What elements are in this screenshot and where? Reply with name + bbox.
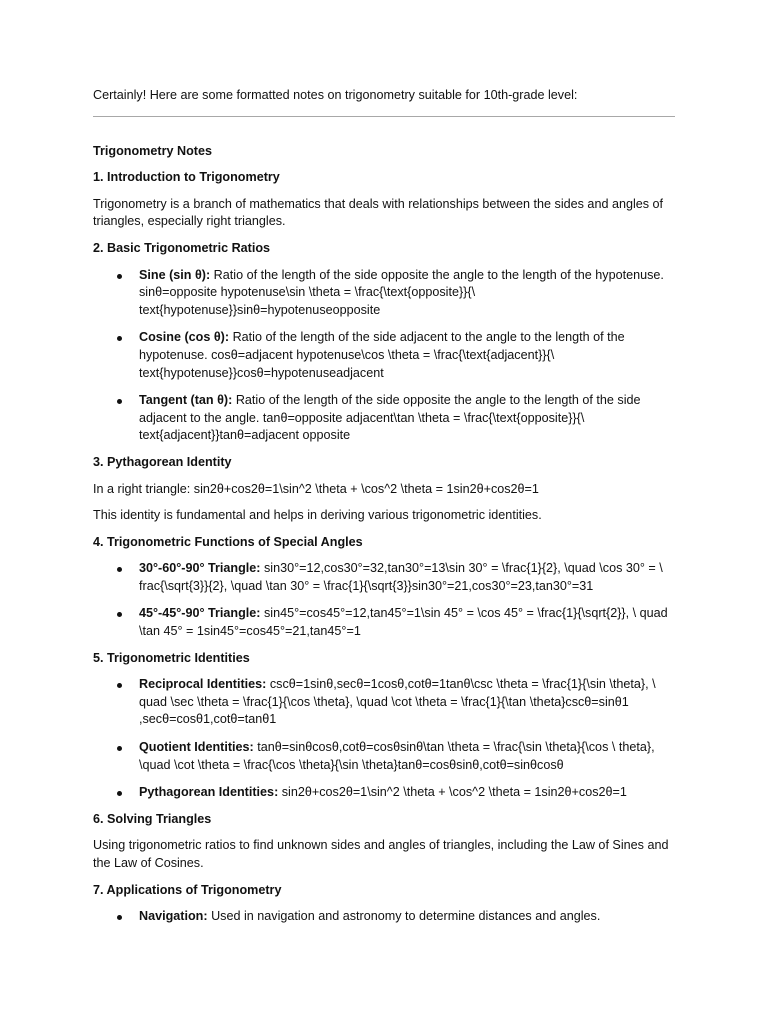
list-item-quotient	[93, 739, 675, 774]
list-item-30-60-90	[93, 560, 675, 595]
section-heading-solving-triangles: 6. Solving Triangles	[93, 811, 212, 826]
section-heading-identities: 5. Trigonometric Identities	[93, 650, 250, 665]
bullet-icon	[117, 612, 122, 617]
section-paragraph: Trigonometry is a branch of mathematics that deals with relationships between the sides and angles of triangles, especially right triangles.	[93, 196, 664, 229]
section-heading-applications: 7. Applications of Trigonometry	[93, 882, 282, 897]
section-paragraph: In a right triangle: sin2θ+cos2θ=1\sin^2 \theta + \cos^2 \theta = 1sin2θ+cos2θ=1	[93, 481, 539, 496]
list-item-sine	[93, 267, 675, 320]
section-heading-basic-ratios: 2. Basic Trigonometric Ratios	[93, 240, 271, 255]
intro-text: Certainly! Here are some formatted notes on trigonometry suitable for 10th-grade level:	[93, 88, 578, 102]
item-text: sin30°=12,cos30°=32,tan30°=13\sin 30° = \frac{1}{2}, \quad \cos 30° = \ frac{\sqrt{3}}{2}, \quad \tan 30° = \frac{1}{\sqrt{3}}sin30°=21,cos30°=23,tan30°=31	[139, 561, 663, 593]
item-term: Sine (sin θ):	[139, 267, 211, 282]
item-term: 45°-45°-90° Triangle:	[139, 606, 261, 621]
identities-list	[93, 676, 675, 802]
section-paragraph: This identity is fundamental and helps in deriving various trigonometric identities.	[93, 508, 542, 523]
item-text: Ratio of the length of the side opposite the angle to the length of the side adjacent to the angle. tanθ=opposite adjacent\tan \theta = \frac{\text{opposite}}{\ text{adjacent}}tanθ=adjacent opposite	[139, 393, 641, 443]
list-item-pythagorean	[93, 784, 675, 802]
item-term: Reciprocal Identities:	[139, 677, 267, 692]
section-paragraph: Using trigonometric ratios to find unknown sides and angles of triangles, including the Law of Sines and the Law of Cosines.	[93, 838, 669, 870]
section-heading-special-angles: 4. Trigonometric Functions of Special Angles	[93, 534, 363, 549]
document-content	[93, 87, 675, 926]
item-text: cscθ=1sinθ,secθ=1cosθ,cotθ=1tanθ\csc \theta = \frac{1}{\sin \theta}, \ quad \sec \theta = \frac{1}{\cos \theta}, \quad \cot \theta = \frac{1}{\tan \theta}cscθ=sinθ1 ,secθ=cosθ1,cotθ=tanθ1	[139, 677, 656, 727]
item-text: sin45°=cos45°=12,tan45°=1\sin 45° = \cos 45° = \frac{1}{\sqrt{2}}, \ quad \tan 45° = 1sin45°=cos45°=21,tan45°=1	[139, 606, 668, 639]
bullet-icon	[117, 567, 122, 572]
item-text: tanθ=sinθcosθ,cotθ=cosθsinθ\tan \theta = \frac{\sin \theta}{\cos \ theta}, \quad \cot \theta = \frac{\cos \theta}{\sin \theta}tanθ=cosθsinθ,cotθ=sinθcosθ	[139, 740, 655, 772]
bullet-icon	[117, 399, 122, 404]
applications-list	[93, 908, 675, 926]
item-text: sin2θ+cos2θ=1\sin^2 \theta + \cos^2 \theta = 1sin2θ+cos2θ=1	[278, 785, 627, 800]
list-item-navigation	[93, 908, 675, 926]
bullet-icon	[117, 336, 122, 341]
section-heading-introduction: 1. Introduction to Trigonometry	[93, 170, 280, 185]
bullet-icon	[117, 683, 122, 688]
section-heading-pythagorean-identity: 3. Pythagorean Identity	[93, 454, 232, 469]
special-angles-list	[93, 560, 675, 640]
list-item-cosine	[93, 329, 675, 382]
bullet-icon	[117, 746, 122, 751]
item-text: Used in navigation and astronomy to determine distances and angles.	[207, 909, 601, 924]
item-term: Pythagorean Identities:	[139, 785, 279, 800]
item-term: Navigation:	[139, 909, 208, 924]
item-text: Ratio of the length of the side opposite the angle to the length of the hypotenuse. sinθ=opposite hypotenuse\sin \theta = \frac{\text{opposite}}{\ text{hypotenuse}}sinθ=hypotenuseopposite	[139, 267, 664, 317]
item-term: Quotient Identities:	[139, 740, 254, 755]
item-term: 30°-60°-90° Triangle:	[139, 561, 261, 576]
basic-ratios-list	[93, 267, 675, 445]
list-item-reciprocal	[93, 676, 675, 729]
horizontal-rule	[93, 116, 675, 117]
item-text: Ratio of the length of the side adjacent to the angle to the length of the hypotenuse. cosθ=adjacent hypotenuse\cos \theta = \frac{\text{adjacent}}{\ text{hypotenuse}}cosθ=hypotenuseadjacent	[139, 330, 625, 380]
list-item-tangent	[93, 392, 675, 445]
bullet-icon	[117, 274, 122, 279]
bullet-icon	[117, 915, 122, 920]
item-term: Cosine (cos θ):	[139, 330, 230, 345]
list-item-45-45-90	[93, 605, 675, 640]
item-term: Tangent (tan θ):	[139, 393, 233, 408]
notes-title: Trigonometry Notes	[93, 143, 212, 158]
bullet-icon	[117, 791, 122, 796]
